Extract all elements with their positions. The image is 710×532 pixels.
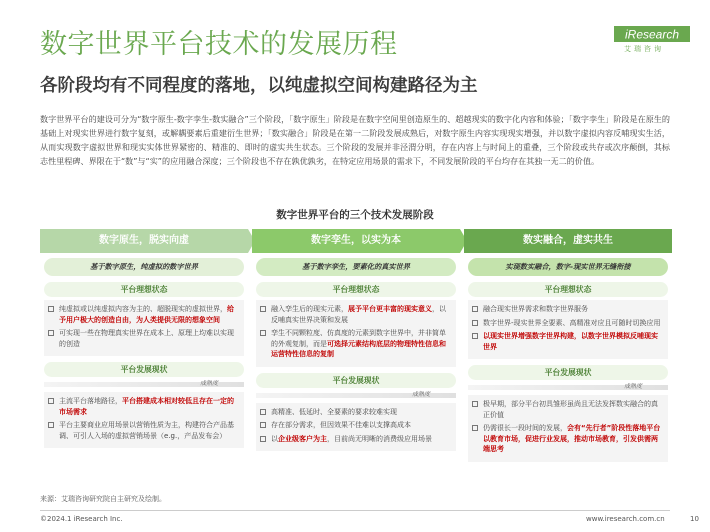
checkbox-bullet-icon [48, 398, 54, 404]
plain-text: ，以反哺真实世界决策和发展 [271, 305, 446, 324]
highlight-text: 会有“先行者”阶段性落地平台以教育市场，促进行业发展，推动市场教育，引发供需两端思考 [483, 424, 661, 453]
list-item [48, 420, 238, 441]
checkbox-bullet-icon [260, 422, 266, 428]
list-item-text [271, 407, 397, 418]
stage-summary: 实现数实融合，数字-现实世界无缝衔接 [468, 258, 668, 276]
list-item-text [271, 304, 450, 325]
plain-text: 仍需很长一段时间的发展， [483, 424, 567, 432]
logo-text: iResearch [624, 27, 680, 42]
list-item-text [271, 328, 450, 360]
maturity-bar [468, 382, 668, 392]
ideal-state-list [44, 300, 244, 356]
maturity-label: 成熟度 [411, 390, 430, 398]
maturity-label: 成熟度 [623, 383, 642, 390]
stage-column-2 [252, 229, 460, 491]
copyright: ©2024.1 iResearch Inc. [40, 515, 123, 523]
list-item-text [483, 331, 662, 352]
list-item [472, 304, 662, 315]
section-title: 数字世界平台的三个技术发展阶段 [276, 209, 434, 221]
list-item [48, 328, 238, 349]
checkbox-bullet-icon [472, 425, 478, 431]
plain-text: 孪生不同颗粒度、仿真度的元素到数字世界中，并非简单的外观复制，而是 [271, 329, 446, 348]
plain-text: 纯虚拟或以纯虚拟内容为主的、超脱现实的虚拟世界， [59, 305, 227, 313]
stage-summary: 基于数字原生，纯虚拟的数字世界 [44, 258, 244, 276]
website-link[interactable]: www.iresearch.com.cn [586, 515, 665, 523]
iresearch-logo [612, 22, 692, 44]
current-state-list [44, 392, 244, 448]
highlight-text: 以现实世界增强数字世界构建，以数字世界模拟反哺现实世界 [483, 332, 658, 351]
plain-text: 以 [271, 434, 278, 443]
list-item [472, 423, 662, 455]
list-item [260, 420, 450, 431]
list-item-text [271, 420, 411, 431]
plain-text: 平台主要商业应用场景以营销性质为主，构建符合产品基调、可引人入场的虚拟营销场景（e.g.，产品发布会） [59, 421, 234, 440]
plain-text: 高精准、低延时、全要素的要求较难实现 [271, 407, 397, 416]
current-state-label: 平台发展现状 [468, 365, 668, 380]
list-item-text [59, 328, 238, 349]
checkbox-bullet-icon [260, 409, 266, 415]
highlight-text: 企业级客户为主 [278, 434, 327, 443]
ideal-state-label: 平台理想状态 [468, 282, 668, 297]
list-item-text [271, 434, 432, 445]
current-state-label: 平台发展现状 [256, 373, 456, 388]
checkbox-bullet-icon [260, 306, 266, 312]
ideal-state-list [256, 300, 456, 367]
page-number: 10 [690, 515, 699, 523]
current-state-list [468, 395, 668, 462]
current-state-list [256, 403, 456, 452]
list-item-text [483, 304, 588, 315]
maturity-bar [256, 390, 456, 400]
maturity-label: 成熟度 [199, 380, 218, 387]
page-subtitle: 各阶段均有不同程度的落地，以纯虚拟空间构建路径为主 [40, 76, 478, 96]
plain-text: 融合现实世界需求和数字世界服务 [483, 305, 588, 313]
logo-subtext: 艾瑞咨询 [624, 45, 664, 53]
checkbox-bullet-icon [472, 333, 478, 339]
list-item-text [59, 396, 238, 417]
list-item [260, 304, 450, 325]
maturity-bar [44, 379, 244, 389]
ideal-state-label: 平台理想状态 [256, 282, 456, 297]
checkbox-bullet-icon [472, 401, 478, 407]
list-item-text [59, 304, 238, 325]
checkbox-bullet-icon [48, 422, 54, 428]
highlight-text: 给予用户极大的创造自由，为人类提供无限的想象空间 [59, 305, 234, 324]
plain-text: 数字世界-现实世界全要素、高精准对应且可随时切换应用 [483, 318, 661, 327]
stage-column-1 [40, 229, 248, 491]
list-item [260, 407, 450, 418]
intro-paragraph: 数字世界平台的建设可分为“数字原生-数字孪生-数实融合”三个阶段，「数字原生」阶段是在数字空间里创造原生的、超越现实的数字化内容和体验；「数字孪生」阶段是在原生的基础上对现实世界进行数字复刻，或解耦要素后重建衍生世界；「数实融合」阶段是在第一二阶段发展成熟后，对数字原生内容实现现实增强，并以数字虚拟内容反哺现实生活，从而实现数字虚拟世界和现实实体世界紧密的、精准的、即时的虚实共生状态。三个阶段的发展并非泾渭分明，存在内容上与时间上的重叠，三个阶段或共存或次序颠倒，其标志性里程碑、界限在于“数”与“实”的应用融合深度；三个阶段也不存在孰优孰劣，在特定应用场景的需求下，不同发展阶段的平台均存在其独一无二的价值。 [40, 114, 670, 166]
checkbox-bullet-icon [472, 306, 478, 312]
checkbox-bullet-icon [48, 330, 54, 336]
list-item [472, 318, 662, 329]
stage-column-3 [464, 229, 672, 491]
list-item [472, 331, 662, 352]
list-item [260, 328, 450, 360]
checkbox-bullet-icon [260, 436, 266, 442]
list-item [48, 396, 238, 417]
plain-text: 极早期，部分平台初具雏形虽尚且无法发挥数实融合的真正价值 [483, 400, 658, 419]
list-item-text [483, 399, 662, 420]
list-item-text [59, 420, 238, 441]
plain-text: 融入孪生后的现实元素， [271, 305, 348, 313]
highlight-text: 展予平台更丰富的现实意义 [348, 305, 432, 313]
list-item-text [483, 423, 662, 455]
current-state-label: 平台发展现状 [44, 362, 244, 377]
stage-header: 数字原生，脱实向虚 [40, 229, 248, 253]
list-item [48, 304, 238, 325]
plain-text: 存在部分需求，但因效果不佳难以支撑高成本 [271, 421, 411, 429]
ideal-state-label: 平台理想状态 [44, 282, 244, 297]
footer-divider [40, 510, 670, 511]
highlight-text: 可选择元素结构底层的物理特性信息和运营特性信息的复制 [271, 339, 446, 358]
highlight-text: 平台搭建成本相对较低且存在一定的市场需求 [59, 397, 234, 416]
ideal-state-list [468, 300, 668, 359]
checkbox-bullet-icon [472, 320, 478, 326]
page-title: 数字世界平台技术的发展历程 [40, 29, 398, 60]
plain-text: ，目前尚无明晰的消费级应用场景 [327, 434, 432, 443]
checkbox-bullet-icon [48, 306, 54, 312]
stage-header: 数实融合，虚实共生 [464, 229, 672, 253]
plain-text: 可实现一些在物理真实世界在成本上、原理上均难以实现的创造 [59, 329, 234, 348]
checkbox-bullet-icon [260, 330, 266, 336]
stage-header: 数字孪生，以实为本 [252, 229, 460, 253]
list-item [472, 399, 662, 420]
list-item [260, 434, 450, 445]
stage-summary: 基于数字孪生，要素化的真实世界 [256, 258, 456, 276]
source-note: 来源：艾瑞咨询研究院自主研究及绘制。 [40, 495, 166, 503]
plain-text: 主流平台落地路径， [59, 397, 122, 405]
list-item-text [483, 318, 661, 329]
